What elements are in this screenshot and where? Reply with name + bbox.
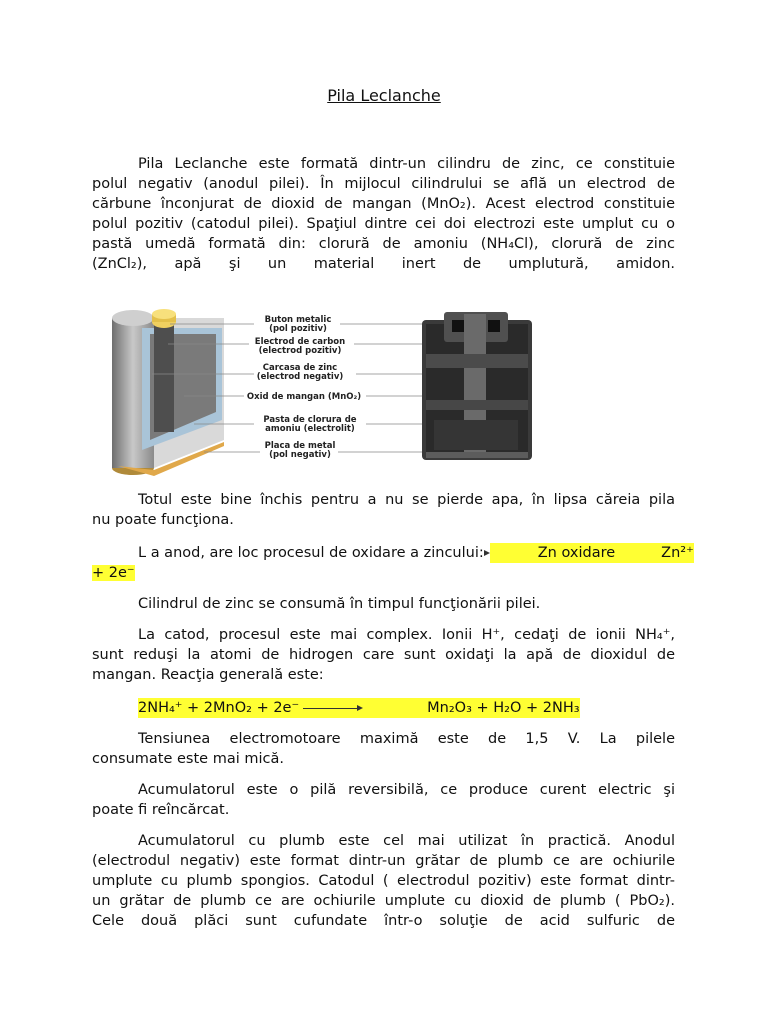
arrow-icon xyxy=(303,703,363,713)
equation-right: Zn²⁺ xyxy=(661,545,694,561)
text-line: (electrodul negativ) este format dintr-un grătar de plumb ce are ochiurile xyxy=(92,853,675,869)
text-line: Pila Leclanche este formată dintr-un cilindru de zinc, ce constituie xyxy=(138,156,675,172)
intro-paragraph xyxy=(92,154,675,274)
text-line: mangan. Reacţia generală este: xyxy=(92,667,324,683)
text-line: La catod, procesul este mai complex. Ionii H⁺, cedaţi de ionii NH₄⁺, xyxy=(138,627,675,643)
battery-photo xyxy=(422,312,532,460)
label-pol-negativ: (pol negativ) xyxy=(269,450,331,460)
text-line: sunt reduşi la atomi de hidrogen care sunt oxidaţi la apă de dioxidul de xyxy=(92,647,675,663)
anode-paragraph xyxy=(92,543,694,583)
text-line: cărbune înconjurat de dioxid de mangan (MnO₂). Acest electrod constituie xyxy=(92,196,675,212)
text-line: pastă umedă formată din: clorură de amoniu (NH₄Cl), clorură de zinc xyxy=(92,236,675,252)
text-line: Tensiunea electromotoare maximă este de 1,5 V. La pilele xyxy=(138,731,675,747)
text-line xyxy=(92,563,675,583)
accumulator-paragraph xyxy=(92,780,675,820)
label-placa-metal: Placa de metal xyxy=(264,441,336,451)
text-line: consumate este mai mică. xyxy=(92,751,284,767)
label-electrod-pozitiv: (electrod pozitiv) xyxy=(258,346,342,356)
text-line: Acumulatorul cu plumb este cel mai utilizat în practică. Anodul xyxy=(138,833,675,849)
label-buton-metalic: Buton metalic xyxy=(264,315,332,325)
text-line: Acumulatorul este o pilă reversibilă, ce produce curent electric şi xyxy=(138,782,675,798)
page-title: Pila Leclanche xyxy=(327,86,441,105)
battery-cutaway-diagram xyxy=(112,309,224,476)
label-electrod-negativ: (electrod negativ) xyxy=(256,372,344,382)
text-line: Cilindrul de zinc se consumă în timpul funcţionării pilei. xyxy=(138,596,541,612)
battery-figure xyxy=(104,300,544,480)
text-line xyxy=(92,543,694,563)
text-line: polul pozitiv (catodul pilei). Spaţiul dintre cei doi electrozi este umplut cu o xyxy=(92,216,675,232)
label-pol-pozitiv: (pol pozitiv) xyxy=(269,324,327,334)
text-line: polul negativ (anodul pilei). În mijlocul cilindrului se află un electrod de xyxy=(92,176,675,192)
lead-accumulator-paragraph xyxy=(92,831,675,931)
text-line: (ZnCl₂), apă şi un material inert de umplutură, amidon. xyxy=(92,256,675,272)
text-line: poate fi reîncărcat. xyxy=(92,802,230,818)
reaction-right: Mn₂O₃ + H₂O + 2NH₃ xyxy=(427,700,580,716)
label-pasta-clorura: Pasta de clorura de xyxy=(263,415,357,425)
text-line: un grătar de plumb ce are ochiurile umplute cu dioxid de plumb ( PbO₂). xyxy=(92,893,675,909)
closure-paragraph xyxy=(92,490,675,530)
label-oxid-mangan: Oxid de mangan (MnO₂) xyxy=(246,392,362,402)
tension-paragraph xyxy=(92,729,675,769)
anode-equation xyxy=(490,543,694,563)
reaction-equation xyxy=(92,698,675,718)
text-line xyxy=(138,698,675,718)
reaction-highlight xyxy=(138,698,580,718)
label-electrod-carbon: Electrod de carbon xyxy=(254,337,346,347)
zinc-consumed-paragraph xyxy=(92,594,675,614)
equation-left: Zn oxidare xyxy=(537,545,616,561)
label-carcasa-zinc: Carcasa de zinc xyxy=(262,363,338,373)
cathode-paragraph xyxy=(92,625,675,685)
text-line: Totul este bine închis pentru a nu se pierde apa, în lipsa căreia pila xyxy=(138,492,675,508)
text-line: Cele două plăci sunt cufundate într-o soluţie de acid sulfuric de xyxy=(92,913,675,929)
label-amoniu-electrolit: amoniu (electrolit) xyxy=(265,424,355,434)
text-line: nu poate funcţiona. xyxy=(92,512,234,528)
equation-continuation: + 2e⁻ xyxy=(92,565,135,581)
reaction-left: 2NH₄⁺ + 2MnO₂ + 2e⁻ xyxy=(138,700,300,716)
anode-text: L a anod, are loc procesul de oxidare a zincului: xyxy=(138,545,484,561)
text-line: umplute cu plumb spongios. Catodul ( electrodul pozitiv) este format dintr- xyxy=(92,873,675,889)
